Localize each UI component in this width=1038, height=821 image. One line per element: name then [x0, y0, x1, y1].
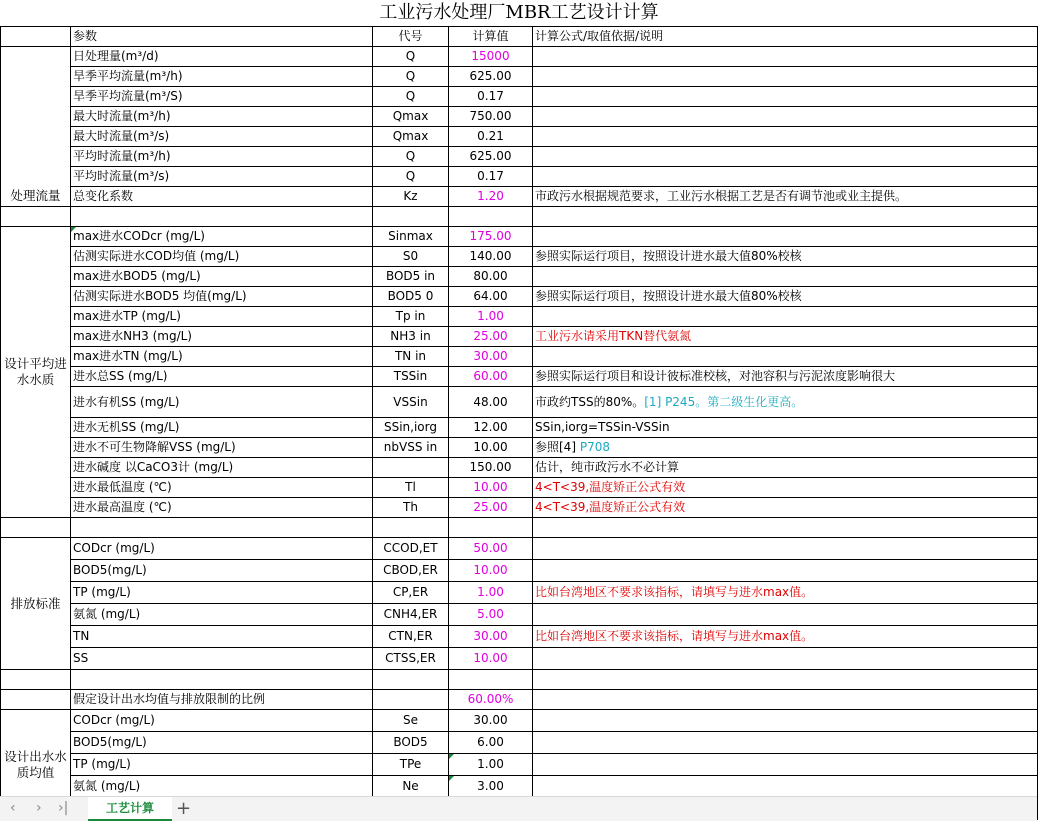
value-cell[interactable]: 60.00	[449, 367, 533, 387]
param-cell[interactable]: max进水NH3 (mg/L)	[71, 327, 373, 347]
param-cell[interactable]: max进水BOD5 (mg/L)	[71, 267, 373, 287]
note-cell[interactable]	[533, 560, 1038, 582]
param-cell[interactable]: SS	[71, 648, 373, 670]
param-cell[interactable]: 平均时流量(m³/h)	[71, 147, 373, 167]
param-cell[interactable]: max进水TP (mg/L)	[71, 307, 373, 327]
note-cell[interactable]	[533, 387, 1038, 418]
param-cell[interactable]: max进水CODcr (mg/L)	[71, 227, 373, 247]
code-cell[interactable]: CTN,ER	[373, 626, 449, 648]
empty-cell[interactable]	[373, 207, 449, 227]
value-cell[interactable]: 15000	[449, 47, 533, 67]
spacer-row	[1, 207, 1038, 227]
value-cell[interactable]: 3.00	[449, 776, 533, 798]
empty-cell[interactable]	[449, 518, 533, 538]
header-param[interactable]: 参数	[71, 27, 373, 47]
code-cell[interactable]: CCOD,ET	[373, 538, 449, 560]
table-row	[1, 418, 1038, 438]
table-row	[1, 648, 1038, 670]
last-sheet-icon[interactable]: ›|	[58, 800, 69, 816]
note-cell[interactable]	[533, 227, 1038, 247]
value-cell[interactable]: 12.00	[449, 418, 533, 438]
note-cell[interactable]	[533, 67, 1038, 87]
param-cell[interactable]: 估测实际进水COD均值 (mg/L)	[71, 247, 373, 267]
empty-cell[interactable]	[533, 670, 1038, 690]
note-cell[interactable]	[533, 776, 1038, 798]
param-cell[interactable]: 日处理量(m³/d)	[71, 47, 373, 67]
param-cell[interactable]: CODcr (mg/L)	[71, 538, 373, 560]
code-cell[interactable]: TSSin	[373, 367, 449, 387]
code-cell[interactable]: Qmax	[373, 127, 449, 147]
value-cell[interactable]: 625.00	[449, 67, 533, 87]
note-reference: P708	[579, 440, 610, 454]
table-row	[1, 107, 1038, 127]
table-row	[1, 367, 1038, 387]
value-cell[interactable]: 10.00	[449, 560, 533, 582]
code-cell[interactable]: BOD5 in	[373, 267, 449, 287]
value-cell[interactable]: 48.00	[449, 387, 533, 418]
param-cell[interactable]: TP (mg/L)	[71, 754, 373, 776]
code-cell[interactable]: CNH4,ER	[373, 604, 449, 626]
empty-cell[interactable]	[71, 207, 373, 227]
empty-cell[interactable]	[1, 518, 71, 538]
code-cell[interactable]: TN in	[373, 347, 449, 367]
param-cell[interactable]: 假定设计出水均值与排放限制的比例	[71, 690, 373, 710]
header-row	[1, 27, 1038, 47]
param-cell[interactable]: 估测实际进水BOD5 均值(mg/L)	[71, 287, 373, 307]
code-cell[interactable]: Se	[373, 710, 449, 732]
param-cell[interactable]: 进水碱度 以CaCO3计 (mg/L)	[71, 458, 373, 478]
value-cell[interactable]: 30.00	[449, 347, 533, 367]
table-row	[1, 438, 1038, 458]
code-cell[interactable]: TPe	[373, 754, 449, 776]
code-cell[interactable]: Q	[373, 167, 449, 187]
param-cell[interactable]: 进水不可生物降解VSS (mg/L)	[71, 438, 373, 458]
table-row	[1, 387, 1038, 418]
note-cell[interactable]	[533, 754, 1038, 776]
value-cell[interactable]: 0.17	[449, 87, 533, 107]
table-row	[1, 754, 1038, 776]
table-row	[1, 87, 1038, 107]
note-cell[interactable]	[533, 47, 1038, 67]
code-cell[interactable]: CBOD,ER	[373, 560, 449, 582]
table-row	[1, 732, 1038, 754]
next-sheet-icon[interactable]: ›	[36, 800, 42, 816]
note-cell[interactable]	[533, 87, 1038, 107]
header-value[interactable]: 计算值	[449, 27, 533, 47]
code-cell[interactable]: nbVSS in	[373, 438, 449, 458]
note-cell[interactable]: 工业污水请采用TKN替代氨氮	[533, 327, 1038, 347]
param-cell[interactable]: 氨氮 (mg/L)	[71, 776, 373, 798]
empty-cell[interactable]	[373, 670, 449, 690]
param-cell[interactable]: 进水最高温度 (℃)	[71, 498, 373, 518]
value-cell[interactable]: 50.00	[449, 538, 533, 560]
value-cell[interactable]: 1.00	[449, 754, 533, 776]
param-cell[interactable]: 进水总SS (mg/L)	[71, 367, 373, 387]
value-cell[interactable]: 750.00	[449, 107, 533, 127]
param-cell[interactable]: 最大时流量(m³/h)	[71, 107, 373, 127]
table-row	[1, 307, 1038, 327]
note-cell[interactable]	[533, 732, 1038, 754]
note-cell[interactable]	[533, 107, 1038, 127]
code-cell[interactable]: Qmax	[373, 107, 449, 127]
table-row	[1, 187, 1038, 207]
empty-cell[interactable]	[71, 670, 373, 690]
code-cell[interactable]	[373, 690, 449, 710]
empty-cell[interactable]	[1, 670, 71, 690]
note-cell[interactable]: SSin,iorg=TSSin-VSSin	[533, 418, 1038, 438]
code-cell[interactable]: Q	[373, 47, 449, 67]
table-row	[1, 538, 1038, 560]
table-row	[1, 227, 1038, 247]
table-row	[1, 626, 1038, 648]
table-row	[1, 247, 1038, 267]
note-cell[interactable]	[533, 307, 1038, 327]
value-cell[interactable]: 60.00%	[449, 690, 533, 710]
note-cell[interactable]: 估计，纯市政污水不必计算	[533, 458, 1038, 478]
group-flow[interactable]: 处理流量	[1, 47, 71, 207]
value-cell[interactable]: 1.00	[449, 582, 533, 604]
note-cell[interactable]	[533, 127, 1038, 147]
note-cell[interactable]: 市政污水根据规范要求，工业污水根据工艺是否有调节池或业主提供。	[533, 187, 1038, 207]
code-cell[interactable]: Q	[373, 67, 449, 87]
note-text: 参照[4]	[535, 440, 576, 454]
first-sheet-icon[interactable]: ‹	[10, 800, 16, 816]
value-cell[interactable]: 30.00	[449, 626, 533, 648]
spacer-row	[1, 518, 1038, 538]
note-cell[interactable]: 4<T<39,温度矫正公式有效	[533, 478, 1038, 498]
param-cell[interactable]: BOD5(mg/L)	[71, 560, 373, 582]
table-row	[1, 582, 1038, 604]
empty-cell[interactable]	[533, 518, 1038, 538]
code-cell[interactable]: SSin,iorg	[373, 418, 449, 438]
note-reference: [1] P245。第二级生化更高。	[644, 394, 804, 409]
value-cell[interactable]: 6.00	[449, 732, 533, 754]
param-cell[interactable]: 氨氮 (mg/L)	[71, 604, 373, 626]
table-row	[1, 604, 1038, 626]
sheet-title[interactable]: 工业污水处理厂MBR工艺设计计算	[1, 0, 1038, 27]
value-cell[interactable]: 625.00	[449, 147, 533, 167]
empty-cell[interactable]	[1, 690, 71, 710]
code-cell[interactable]: Q	[373, 147, 449, 167]
value-cell[interactable]: 0.17	[449, 167, 533, 187]
note-cell[interactable]: 4<T<39,温度矫正公式有效	[533, 498, 1038, 518]
value-cell[interactable]: 80.00	[449, 267, 533, 287]
code-cell[interactable]: Q	[373, 87, 449, 107]
group-discharge[interactable]: 排放标准	[1, 538, 71, 670]
code-cell[interactable]: Tl	[373, 478, 449, 498]
param-cell[interactable]: 进水最低温度 (℃)	[71, 478, 373, 498]
code-cell[interactable]	[373, 458, 449, 478]
param-cell[interactable]: 最大时流量(m³/s)	[71, 127, 373, 147]
note-cell[interactable]	[533, 538, 1038, 560]
empty-cell[interactable]	[533, 207, 1038, 227]
value-cell[interactable]: 30.00	[449, 710, 533, 732]
param-cell[interactable]: BOD5(mg/L)	[71, 732, 373, 754]
table-row	[1, 127, 1038, 147]
empty-cell[interactable]	[449, 670, 533, 690]
table-row	[1, 478, 1038, 498]
table-row	[1, 327, 1038, 347]
code-cell[interactable]: Th	[373, 498, 449, 518]
note-cell[interactable]: 参照实际运行项目，按照设计进水最大值80%校核	[533, 287, 1038, 307]
code-cell[interactable]: Kz	[373, 187, 449, 207]
code-cell[interactable]: BOD5	[373, 732, 449, 754]
value-cell[interactable]: 5.00	[449, 604, 533, 626]
note-cell[interactable]: 比如台湾地区不要求该指标，请填写与进水max值。	[533, 582, 1038, 604]
param-cell[interactable]: CODcr (mg/L)	[71, 710, 373, 732]
value-cell[interactable]: 64.00	[449, 287, 533, 307]
sheet-tab-bar	[0, 796, 1037, 821]
spacer-row	[1, 670, 1038, 690]
code-cell[interactable]: S0	[373, 247, 449, 267]
param-cell[interactable]: 旱季平均流量(m³/h)	[71, 67, 373, 87]
note-cell[interactable]: 参照实际运行项目，按照设计进水最大值80%校核	[533, 247, 1038, 267]
table-row	[1, 560, 1038, 582]
param-cell[interactable]: TP (mg/L)	[71, 582, 373, 604]
add-sheet-icon[interactable]: +	[176, 798, 192, 819]
note-cell[interactable]	[533, 147, 1038, 167]
table-row	[1, 67, 1038, 87]
value-cell[interactable]: 1.00	[449, 307, 533, 327]
param-cell[interactable]: TN	[71, 626, 373, 648]
note-cell[interactable]	[533, 710, 1038, 732]
code-cell[interactable]: VSSin	[373, 387, 449, 418]
empty-cell[interactable]	[1, 207, 71, 227]
code-cell[interactable]: Tp in	[373, 307, 449, 327]
table-row	[1, 147, 1038, 167]
code-cell[interactable]: CP,ER	[373, 582, 449, 604]
empty-cell[interactable]	[71, 518, 373, 538]
table-row	[1, 267, 1038, 287]
note-cell[interactable]	[533, 690, 1038, 710]
empty-cell[interactable]	[449, 207, 533, 227]
note-cell[interactable]	[533, 438, 1038, 458]
table-row	[1, 47, 1038, 67]
param-cell[interactable]: 平均时流量(m³/s)	[71, 167, 373, 187]
table-row	[1, 287, 1038, 307]
note-cell[interactable]	[533, 648, 1038, 670]
group-influent[interactable]: 设计平均进水水质	[1, 227, 71, 518]
code-cell[interactable]: CTSS,ER	[373, 648, 449, 670]
table-row	[1, 167, 1038, 187]
note-text: 市政约TSS的80%。	[535, 394, 645, 409]
param-cell[interactable]: 旱季平均流量(m³/S)	[71, 87, 373, 107]
value-cell[interactable]: 10.00	[449, 648, 533, 670]
code-cell[interactable]: BOD5 0	[373, 287, 449, 307]
group-effluent[interactable]: 设计出水水质均值	[1, 710, 71, 820]
value-cell[interactable]: 1.20	[449, 187, 533, 207]
header-note[interactable]: 计算公式/取值依据/说明	[533, 27, 1038, 47]
value-cell[interactable]: 150.00	[449, 458, 533, 478]
note-cell[interactable]	[533, 604, 1038, 626]
table-row	[1, 458, 1038, 478]
value-cell[interactable]: 10.00	[449, 438, 533, 458]
value-cell[interactable]: 25.00	[449, 498, 533, 518]
table-row	[1, 347, 1038, 367]
param-cell[interactable]: 进水无机SS (mg/L)	[71, 418, 373, 438]
value-cell[interactable]: 140.00	[449, 247, 533, 267]
value-cell[interactable]: 175.00	[449, 227, 533, 247]
tab-process-calc[interactable]: 工艺计算	[88, 797, 172, 821]
note-cell[interactable]	[533, 267, 1038, 287]
header-code[interactable]: 代号	[373, 27, 449, 47]
value-cell[interactable]: 10.00	[449, 478, 533, 498]
header-group-cell[interactable]	[1, 27, 71, 47]
note-cell[interactable]: 参照实际运行项目和设计彼标准校核，对池容积与污泥浓度影响很大	[533, 367, 1038, 387]
note-cell[interactable]	[533, 347, 1038, 367]
table-row	[1, 710, 1038, 732]
value-cell[interactable]: 0.21	[449, 127, 533, 147]
param-cell[interactable]: 总变化系数	[71, 187, 373, 207]
code-cell[interactable]: Ne	[373, 776, 449, 798]
code-cell[interactable]: Sinmax	[373, 227, 449, 247]
table-row	[1, 498, 1038, 518]
code-cell[interactable]: NH3 in	[373, 327, 449, 347]
table-row	[1, 776, 1038, 798]
note-cell[interactable]	[533, 167, 1038, 187]
value-cell[interactable]: 25.00	[449, 327, 533, 347]
param-cell[interactable]: 进水有机SS (mg/L)	[71, 387, 373, 418]
ratio-row	[1, 690, 1038, 710]
empty-cell[interactable]	[373, 518, 449, 538]
note-cell[interactable]: 比如台湾地区不要求该指标，请填写与进水max值。	[533, 626, 1038, 648]
param-cell[interactable]: max进水TN (mg/L)	[71, 347, 373, 367]
